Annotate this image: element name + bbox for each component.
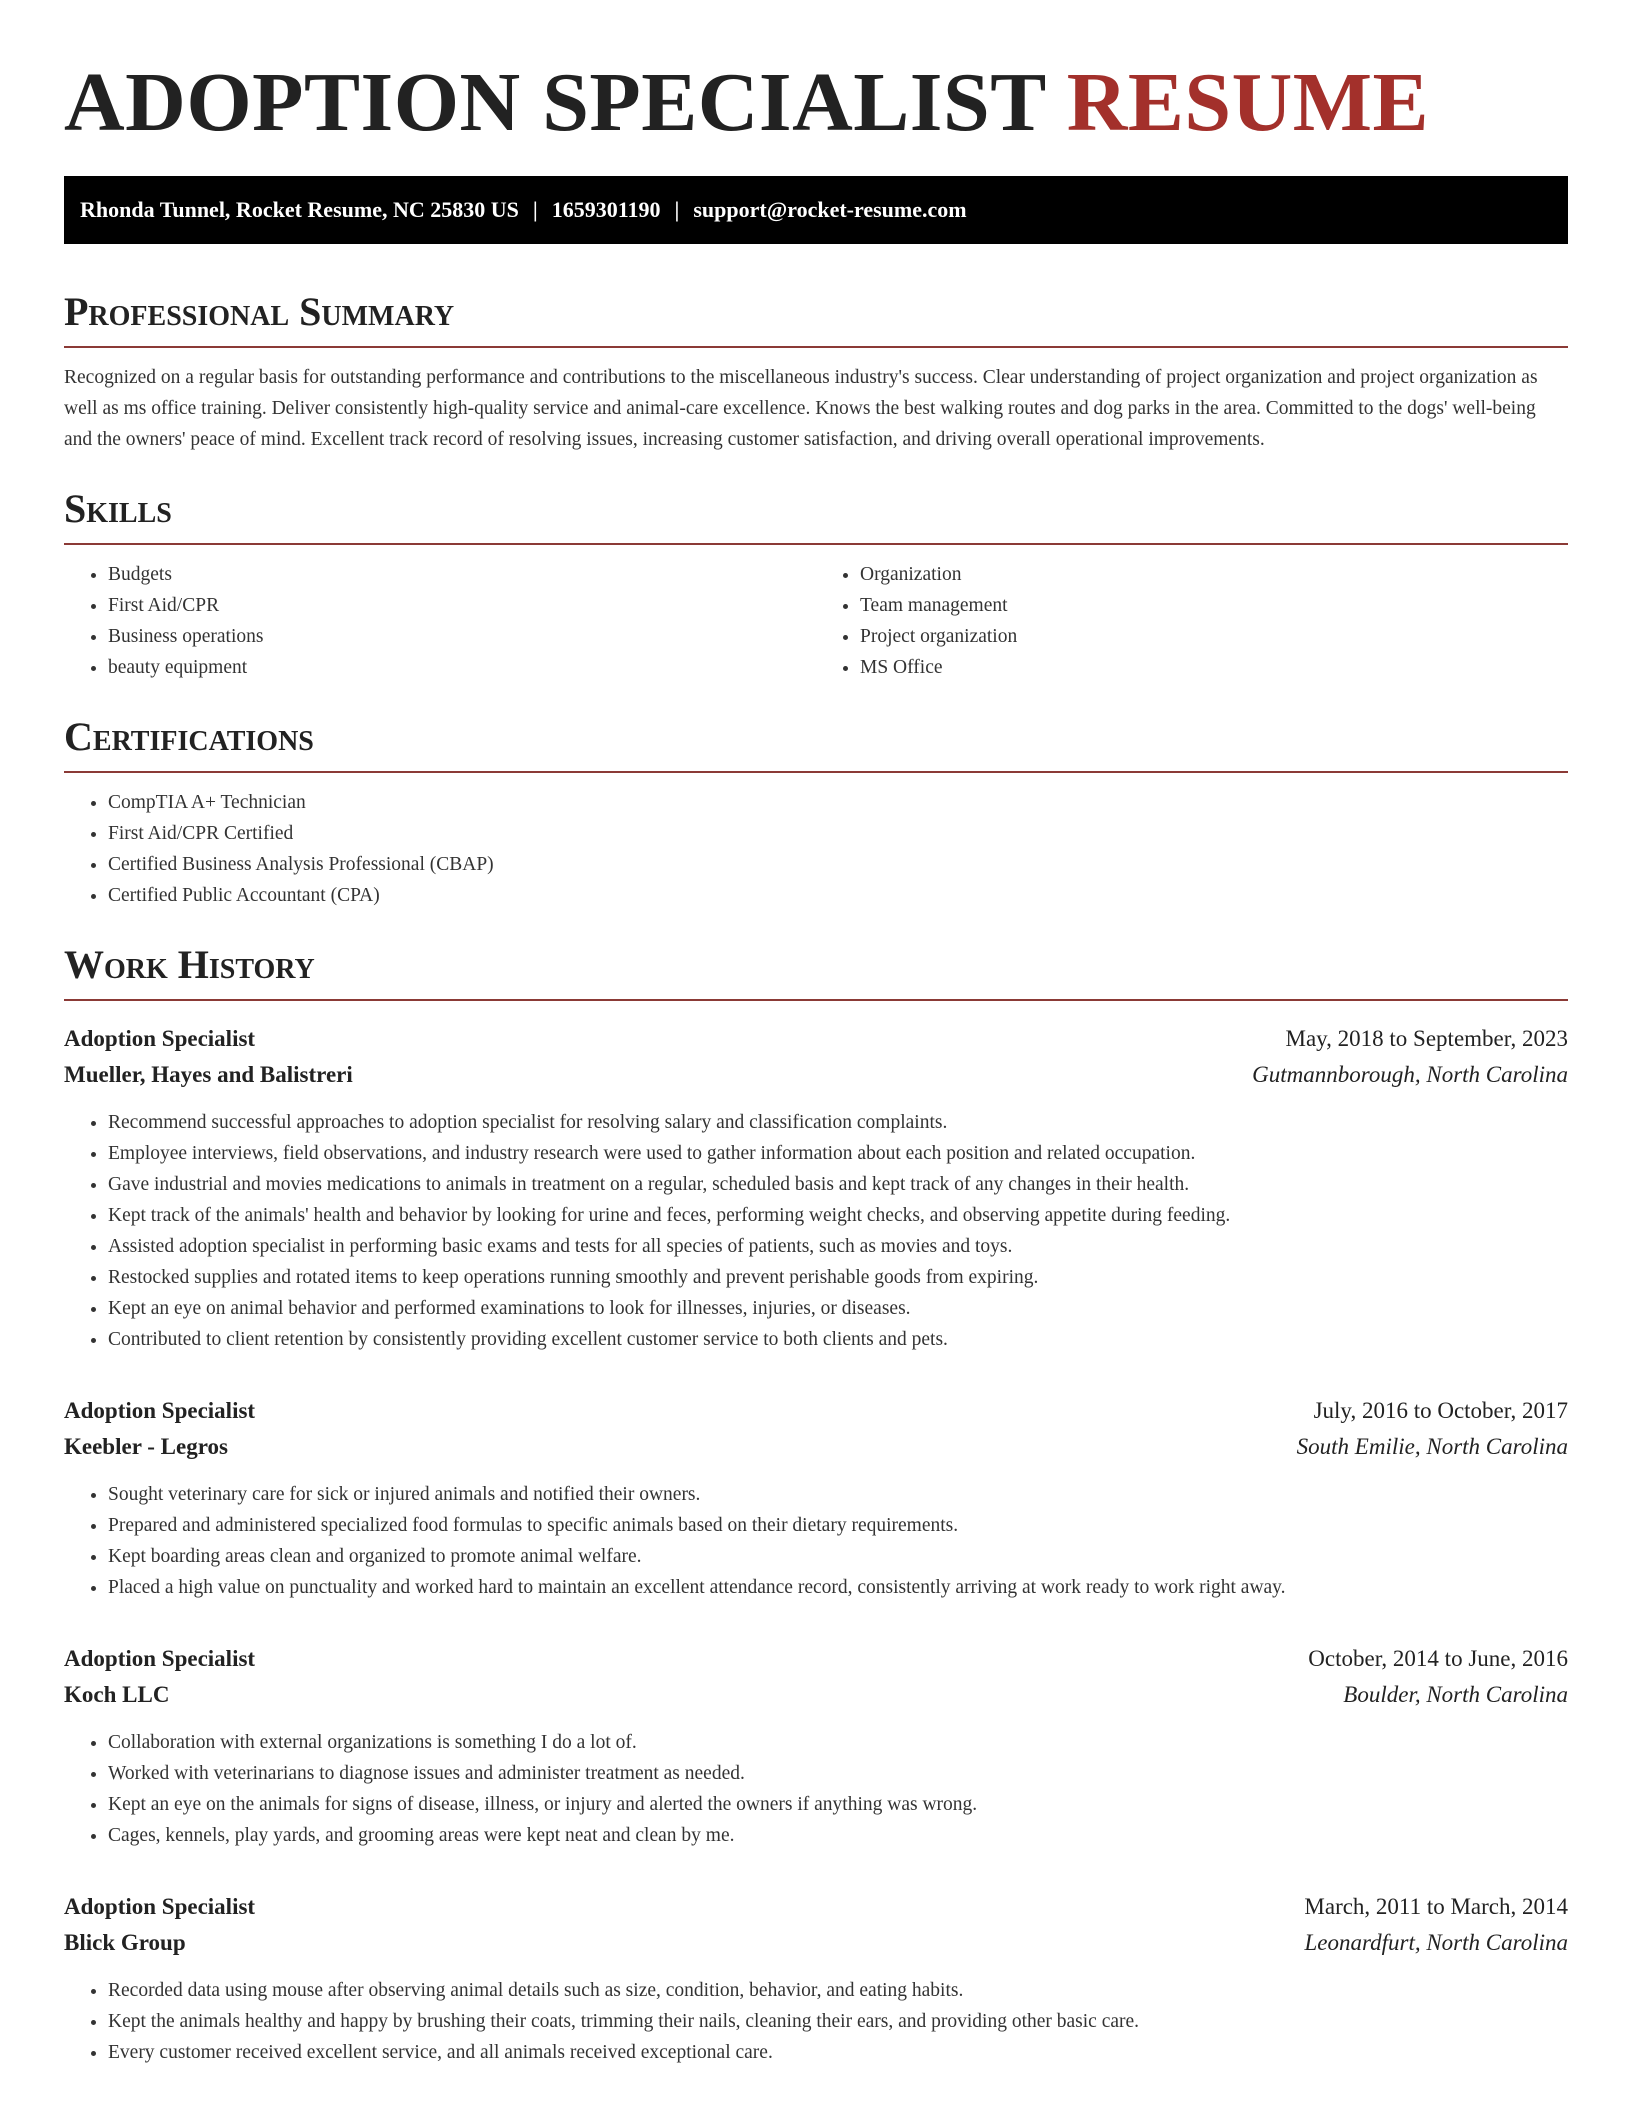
- job-bullets: [64, 1727, 1568, 1851]
- job-bullets: [64, 1107, 1568, 1355]
- job-location: Boulder, North Carolina: [1343, 1682, 1568, 1707]
- skill-item: • Business operations: [108, 621, 816, 652]
- skills-list-right: [816, 559, 1568, 683]
- job-bullet: • Kept an eye on the animals for signs of disease, illness, or injury and alerted the owners if anything was wrong.: [108, 1789, 1568, 1820]
- job-bullet: • Cages, kennels, play yards, and grooming areas were kept neat and clean by me.: [108, 1820, 1568, 1851]
- certification-item: • Certified Business Analysis Professional (CBAP): [108, 849, 1568, 880]
- job-bullet: • Recommend successful approaches to adoption specialist for resolving salary and classification complaints.: [108, 1107, 1568, 1138]
- job-bullet: • Collaboration with external organizations is something I do a lot of.: [108, 1727, 1568, 1758]
- certifications-section: [64, 713, 1568, 911]
- section-title-work-history: Work History: [64, 942, 315, 987]
- job-bullets: [64, 1975, 1568, 2068]
- job-role: Adoption Specialist: [64, 1398, 256, 1423]
- skill-item: • Team management: [860, 590, 1568, 621]
- skills-section: [64, 485, 1568, 683]
- section-divider: [64, 346, 1568, 348]
- contact-address: Rhonda Tunnel, Rocket Resume, NC 25830 US: [80, 197, 519, 222]
- skills-list-left: [64, 559, 816, 683]
- job-bullet: • Every customer received excellent service, and all animals received exceptional care.: [108, 2037, 1568, 2068]
- job-bullet: • Prepared and administered specialized food formulas to specific animals based on their dietary requirements.: [108, 1510, 1568, 1541]
- job-bullets: [64, 1479, 1568, 1603]
- certification-item: • CompTIA A+ Technician: [108, 787, 1568, 818]
- contact-phone: 1659301190: [551, 197, 661, 222]
- contact-bar: [64, 176, 1568, 244]
- section-divider: [64, 771, 1568, 773]
- contact-email[interactable]: support@rocket-resume.com: [693, 197, 967, 222]
- skills-grid: [64, 545, 1568, 683]
- job-company: Mueller, Hayes and Balistreri: [64, 1062, 353, 1087]
- work-history-section: [64, 941, 1568, 2068]
- skill-item: • beauty equipment: [108, 652, 816, 683]
- job-bullet: • Assisted adoption specialist in performing basic exams and tests for all species of patients, such as movies and toys.: [108, 1231, 1568, 1262]
- job-dates: October, 2014 to June, 2016: [1308, 1646, 1568, 1671]
- job-dates: July, 2016 to October, 2017: [1313, 1398, 1568, 1423]
- section-title-skills: Skills: [64, 486, 172, 531]
- job-role: Adoption Specialist: [64, 1026, 256, 1051]
- job-bullet: • Kept boarding areas clean and organized to promote animal welfare.: [108, 1541, 1568, 1572]
- certifications-list: [64, 787, 1568, 911]
- summary-text: Recognized on a regular basis for outstanding performance and contributions to the miscellaneous industry's success. Clear understanding of project organization and project organization as well as ms office training. Deliver consistently high-quality service and animal-care excellence. Knows the best walking routes and dog parks in the area. Committed to the dogs' well-being and the owners' peace of mind. Excellent track record of resolving issues, increasing customer satisfaction, and driving overall operational improvements.: [64, 367, 1538, 450]
- certification-item: • Certified Public Accountant (CPA): [108, 880, 1568, 911]
- job-bullet: • Employee interviews, field observations, and industry research were used to gather information about each position and related occupation.: [108, 1138, 1568, 1169]
- job-dates: May, 2018 to September, 2023: [1285, 1026, 1568, 1051]
- job-bullet: • Worked with veterinarians to diagnose issues and administer treatment as needed.: [108, 1758, 1568, 1789]
- job-dates: March, 2011 to March, 2014: [1304, 1894, 1568, 1919]
- skill-item: • Budgets: [108, 559, 816, 590]
- title-main: ADOPTION SPECIALIST: [64, 56, 1046, 149]
- skill-item: • Project organization: [860, 621, 1568, 652]
- job-company: Blick Group: [64, 1930, 186, 1955]
- section-title-summary: Professional Summary: [64, 289, 455, 334]
- job-location: South Emilie, North Carolina: [1296, 1434, 1568, 1459]
- job-role: Adoption Specialist: [64, 1894, 256, 1919]
- summary-section: [64, 288, 1568, 455]
- job-bullet: • Placed a high value on punctuality and worked hard to maintain an excellent attendance record, consistently arriving at work ready to work right away.: [108, 1572, 1568, 1603]
- certification-item: • First Aid/CPR Certified: [108, 818, 1568, 849]
- job-bullet: • Kept track of the animals' health and behavior by looking for urine and feces, performing weight checks, and observing appetite during feeding.: [108, 1200, 1568, 1231]
- job-location: Leonardfurt, North Carolina: [1304, 1930, 1568, 1955]
- job-company: Koch LLC: [64, 1682, 170, 1707]
- job-bullet: • Kept the animals healthy and happy by brushing their coats, trimming their nails, cleaning their ears, and providing other basic care.: [108, 2006, 1568, 2037]
- job-location: Gutmannborough, North Carolina: [1252, 1062, 1568, 1087]
- section-divider: [64, 999, 1568, 1001]
- skill-item: • MS Office: [860, 652, 1568, 683]
- job-entry: [64, 1889, 1568, 2068]
- job-bullet: • Restocked supplies and rotated items to keep operations running smoothly and prevent perishable goods from expiring.: [108, 1262, 1568, 1293]
- skill-item: • First Aid/CPR: [108, 590, 816, 621]
- job-bullet: • Gave industrial and movies medications to animals in treatment on a regular, scheduled basis and kept track of any changes in their health.: [108, 1169, 1568, 1200]
- skill-item: • Organization: [860, 559, 1568, 590]
- contact-separator: |: [532, 197, 538, 222]
- job-entry: [64, 1021, 1568, 1355]
- contact-separator: |: [674, 197, 680, 222]
- title-accent: RESUME: [1066, 56, 1430, 149]
- job-company: Keebler - Legros: [64, 1434, 228, 1459]
- job-bullet: • Recorded data using mouse after observing animal details such as size, condition, behavior, and eating habits.: [108, 1975, 1568, 2006]
- resume-title: [64, 0, 1568, 148]
- job-role: Adoption Specialist: [64, 1646, 256, 1671]
- job-entry: [64, 1393, 1568, 1603]
- job-bullet: • Contributed to client retention by consistently providing excellent customer service to both clients and pets.: [108, 1324, 1568, 1355]
- job-bullet: • Sought veterinary care for sick or injured animals and notified their owners.: [108, 1479, 1568, 1510]
- section-title-certifications: Certifications: [64, 714, 314, 759]
- job-bullet: • Kept an eye on animal behavior and performed examinations to look for illnesses, injuries, or diseases.: [108, 1293, 1568, 1324]
- job-entry: [64, 1641, 1568, 1851]
